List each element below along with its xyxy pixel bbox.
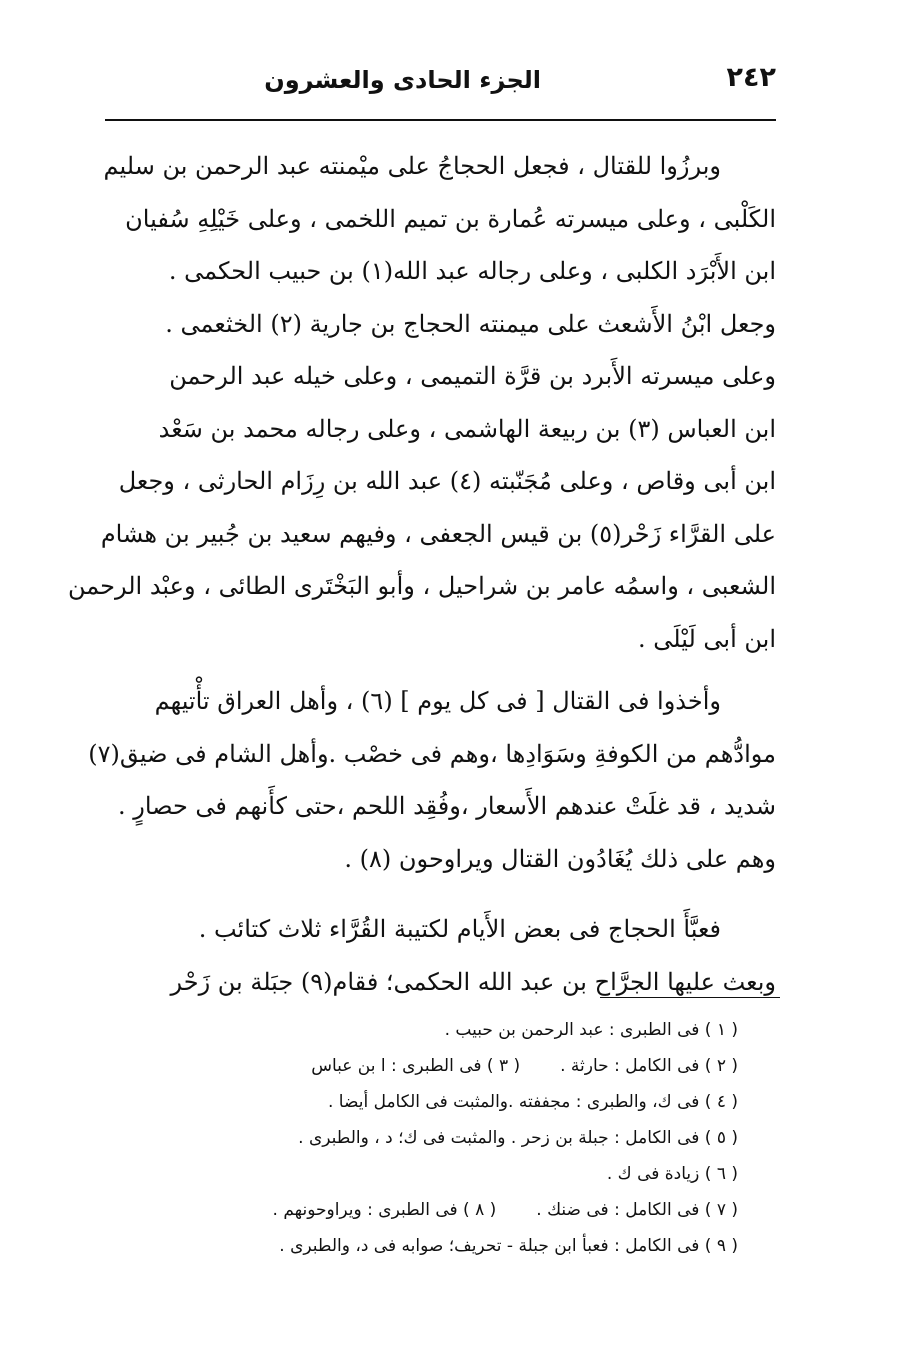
footnote-row	[105, 1192, 738, 1228]
footnote-spacer	[496, 1192, 536, 1228]
text-line: فعبَّأَ الحجاج فى بعض الأَيام لكتيبة القُرَّاء ثلاث كتائب .	[198, 915, 721, 943]
footnote-7: ( ٧ ) فى الكامل : فى ضنك .	[536, 1200, 738, 1220]
text-line: موادُّهم من الكوفةِ وسَوَادِها ،وهم فى خصْب .وأهل الشام فى ضيق(٧)	[88, 739, 776, 768]
footnote-row	[105, 1156, 738, 1192]
paragraph-1	[68, 140, 776, 665]
footnote-row	[105, 1012, 738, 1048]
text-line: شديد ، قد غلَتْ عندهم الأَسعار ،وفُقِد اللحم ،حتى كأَنهم فى حصارٍ .	[117, 792, 776, 820]
text-line: ابن أبى وقاص ، وعلى مُجَنّبته (٤) عبد الله بن رِزَام الحارثى ، وجعل	[118, 467, 776, 495]
text-line: وجعل ابْنُ الأَشعث على ميمنته الحجاج بن جارية (٢) الخثعمى .	[165, 309, 776, 338]
footnote-row	[105, 1228, 738, 1264]
footnote-3: ( ٣ ) فى الطبرى : ا بن عباس	[311, 1056, 521, 1076]
paragraph-3	[105, 903, 776, 1008]
text-line: وعلى ميسرته الأَبرد بن قرَّة التميمى ، وعلى خيله عبد الرحمن	[169, 362, 776, 390]
text-line: على القرَّاء زَحْر(٥) بن قيس الجعفى ، وفيهم سعيد بن جُبير بن هشام	[100, 519, 776, 548]
text-line: ابن أبى لَيْلَى .	[638, 624, 776, 653]
text-line: ابن العباس (٣) بن ربيعة الهاشمى ، وعلى رجاله محمد بن سَعْد	[158, 414, 776, 443]
text-line: وبعث عليها الجرَّاح بن عبد الله الحكمى؛ فقام(٩) جبَلة بن زَحْر	[170, 967, 776, 996]
main-text	[68, 140, 776, 1008]
footnote-4: ( ٤ ) فى ك، والطبرى : مجففته .والمثبت فى الكامل أيضا .	[327, 1092, 738, 1112]
footnote-row	[105, 1120, 738, 1156]
page-header	[105, 62, 776, 112]
footnote-row	[105, 1084, 738, 1120]
text-line: ابن الأَبْرَد الكلبى ، وعلى رجاله عبد الله(١) بن حبيب الحكمى .	[168, 257, 776, 285]
footnote-8: ( ٨ ) فى الطبرى : ويراوحونهم .	[272, 1200, 497, 1220]
footnote-2: ( ٢ ) فى الكامل : حارثة .	[560, 1056, 738, 1076]
text-line: الكَلْبى ، وعلى ميسرته عُمارة بن تميم اللخمى ، وعلى خَيْلِهِ سُفيان	[125, 204, 776, 233]
paragraph-2	[88, 675, 776, 885]
running-title: الجزء الحادى والعشرون	[264, 66, 541, 94]
footnote-6: ( ٦ ) زيادة فى ك .	[606, 1164, 738, 1184]
footnotes	[105, 1012, 738, 1264]
footnote-1: ( ١ ) فى الطبرى : عبد الرحمن بن حبيب .	[444, 1020, 738, 1040]
text-line: وأخذوا فى القتال [ فى كل يوم ] (٦) ، وأهل العراق تأْتيهم	[154, 687, 721, 715]
footnote-9: ( ٩ ) فى الكامل : فعبأ ابن جبلة - تحريف؛ صوابه فى د، والطبرى .	[279, 1236, 738, 1256]
text-line: وبرزُوا للقتال ، فجعل الحجاجُ على ميْمنته عبد الرحمن بن سليم	[103, 152, 721, 180]
header-rule	[105, 119, 776, 121]
page-number: ٢٤٢	[726, 62, 776, 93]
text-line: الشعبى ، واسمُه عامر بن شراحيل ، وأبو البَخْتَرى الطائى ، وعبْد الرحمن	[68, 572, 776, 600]
footnote-spacer	[520, 1048, 560, 1084]
footnote-rule	[600, 997, 780, 998]
footnote-5: ( ٥ ) فى الكامل : جبلة بن زحر . والمثبت فى ك؛ د ، والطبرى .	[298, 1128, 738, 1148]
text-line: وهم على ذلك يُغَادُون القتال ويراوحون (٨) .	[344, 844, 776, 873]
footnote-row	[105, 1048, 738, 1084]
